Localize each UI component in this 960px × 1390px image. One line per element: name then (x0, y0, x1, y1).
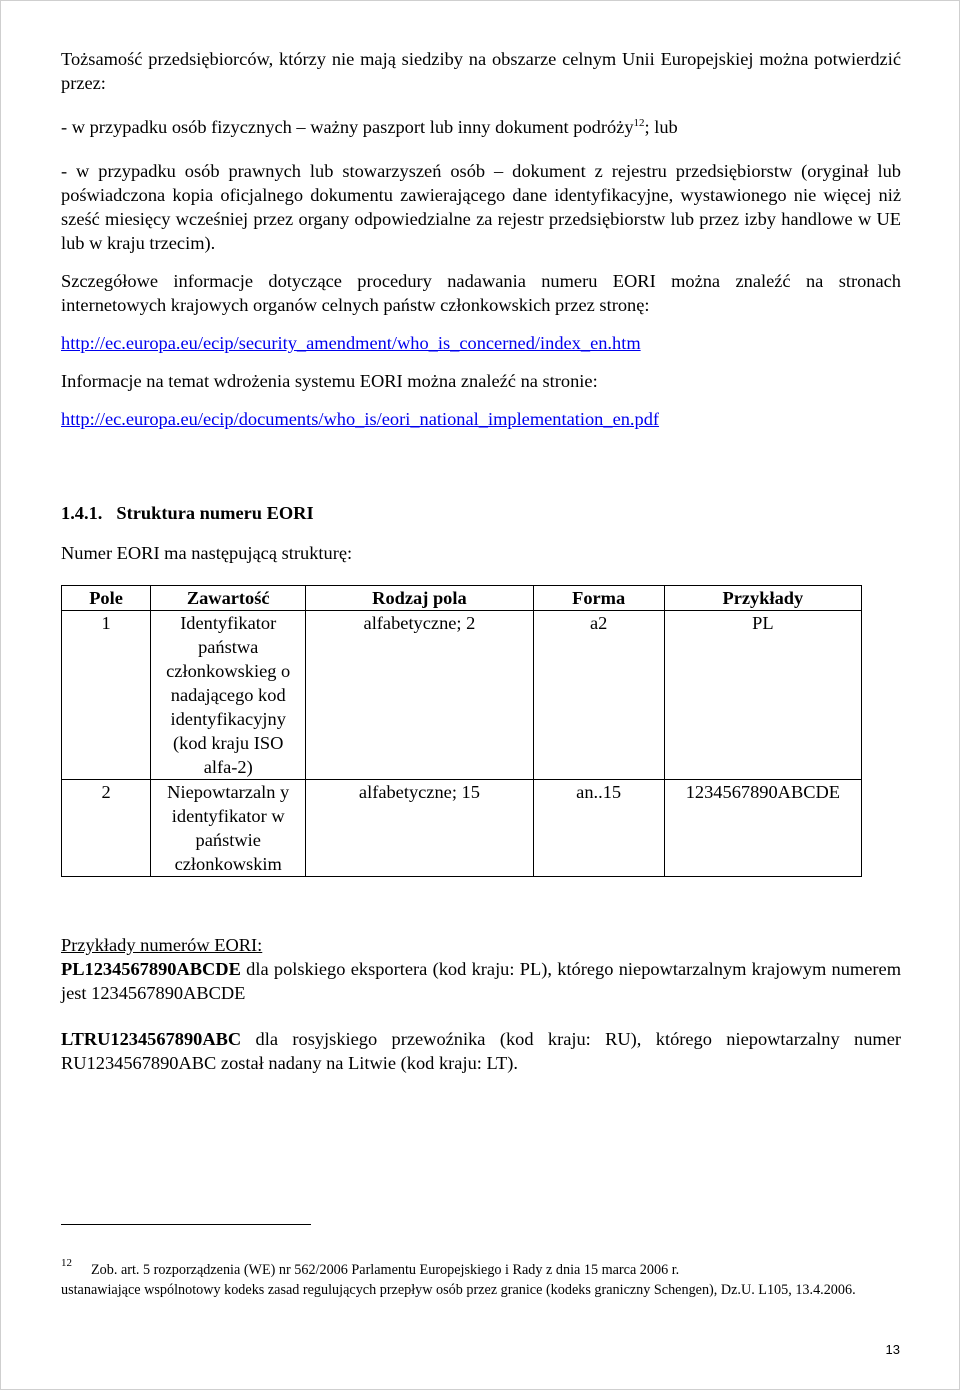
link-eori-implementation[interactable]: http://ec.europa.eu/ecip/documents/who_is/eori_national_implementation_en.pdf (61, 409, 660, 429)
example-russian (61, 1027, 901, 1075)
paragraph-natural-persons (61, 115, 901, 139)
paragraph-eori-implementation: Informacje na temat wdrożenia systemu EORI można znaleźć na stronie: (61, 371, 598, 391)
example-polish-number: PL1234567890ABCDE (61, 959, 241, 979)
natural-persons-tail: ; lub (644, 117, 678, 137)
header-cell: Pole (62, 586, 151, 611)
eori-structure-table (61, 585, 862, 877)
paragraph-legal-persons: - w przypadku osób prawnych lub stowarzyszeń osób – dokument z rejestru przedsiębiorstw (oryginał lub poświadczona kopia oficjalnego dokumentu zawierającego dane identyfikacyjne, wystawionego nie więcej niż sześć miesięcy wcześniej przez organy odpowiedzialne za rejestr przedsiębiorstw lub przez izby handlowe w UE lub w kraju trzecim). (61, 161, 901, 253)
table-cell: Niepowtarzaln y identyfikator w państwie członkowskim (151, 780, 306, 877)
examples-title: Przykłady numerów EORI: (61, 935, 263, 955)
page-content (61, 47, 901, 1075)
table-cell: alfabetyczne; 15 (306, 780, 533, 877)
paragraph-identity: Tożsamość przedsiębiorców, którzy nie mają siedziby na obszarze celnym Unii Europejskiej można potwierdzić przez: (61, 49, 901, 93)
example-russian-number: LTRU1234567890ABC (61, 1029, 242, 1049)
table-cell: PL (664, 611, 861, 780)
example-polish-text: dla polskiego eksportera (kod kraju: PL), którego niepowtarzalnym krajowym numerem jest 1234567890ABCDE (61, 959, 901, 1003)
section-title: Struktura numeru EORI (116, 503, 314, 523)
example-russian-text: dla rosyjskiego przewoźnika (kod kraju: RU), którego niepowtarzalny numer RU1234567890ABC został nadany na Litwie (kod kraju: LT). (61, 1029, 901, 1073)
natural-persons-text: - w przypadku osób fizycznych – ważny paszport lub inny dokument podróży (61, 117, 634, 137)
table-header-row (62, 586, 862, 611)
table-row (62, 780, 862, 877)
footnote-line1: Zob. art. 5 rozporządzenia (WE) nr 562/2006 Parlamentu Europejskiego i Rady z dnia 15 marca 2006 r. (91, 1262, 680, 1278)
table-cell: an..15 (533, 780, 664, 877)
header-cell: Rodzaj pola (306, 586, 533, 611)
table-cell: alfabetyczne; 2 (306, 611, 533, 780)
footnote-number: 12 (61, 1257, 72, 1269)
table-cell: a2 (533, 611, 664, 780)
footnote-reference[interactable]: 12 (633, 117, 645, 129)
table-cell: 2 (62, 780, 151, 877)
footnote (61, 1257, 901, 1300)
table-row (62, 611, 862, 780)
example-polish (61, 957, 901, 1005)
table-cell: Identyfikator państwa członkowskieg o nadającego kod identyfikacyjny (kod kraju ISO alfa-2) (151, 611, 306, 780)
header-cell: Zawartość (151, 586, 306, 611)
footnote-separator (61, 1224, 311, 1225)
section-heading (61, 501, 901, 525)
link-security-amendment[interactable]: http://ec.europa.eu/ecip/security_amendment/who_is_concerned/index_en.htm (61, 333, 641, 353)
header-cell: Forma (533, 586, 664, 611)
section-number: 1.4.1. (61, 503, 103, 523)
table-cell: 1234567890ABCDE (664, 780, 861, 877)
page-number: 13 (885, 1342, 900, 1357)
footnote-rest: ustanawiające wspólnotowy kodeks zasad regulujących przepływ osób przez granice (kodeks graniczny Schengen), Dz.U. L105, 13.4.2006. (61, 1281, 856, 1298)
header-cell: Przykłady (664, 586, 861, 611)
section-intro: Numer EORI ma następującą strukturę: (61, 543, 353, 563)
table-cell: 1 (62, 611, 151, 780)
paragraph-eori-details: Szczegółowe informacje dotyczące procedury nadawania numeru EORI można znaleźć na stronach internetowych krajowych organów celnych państw członkowskich przez stronę: (61, 271, 901, 315)
